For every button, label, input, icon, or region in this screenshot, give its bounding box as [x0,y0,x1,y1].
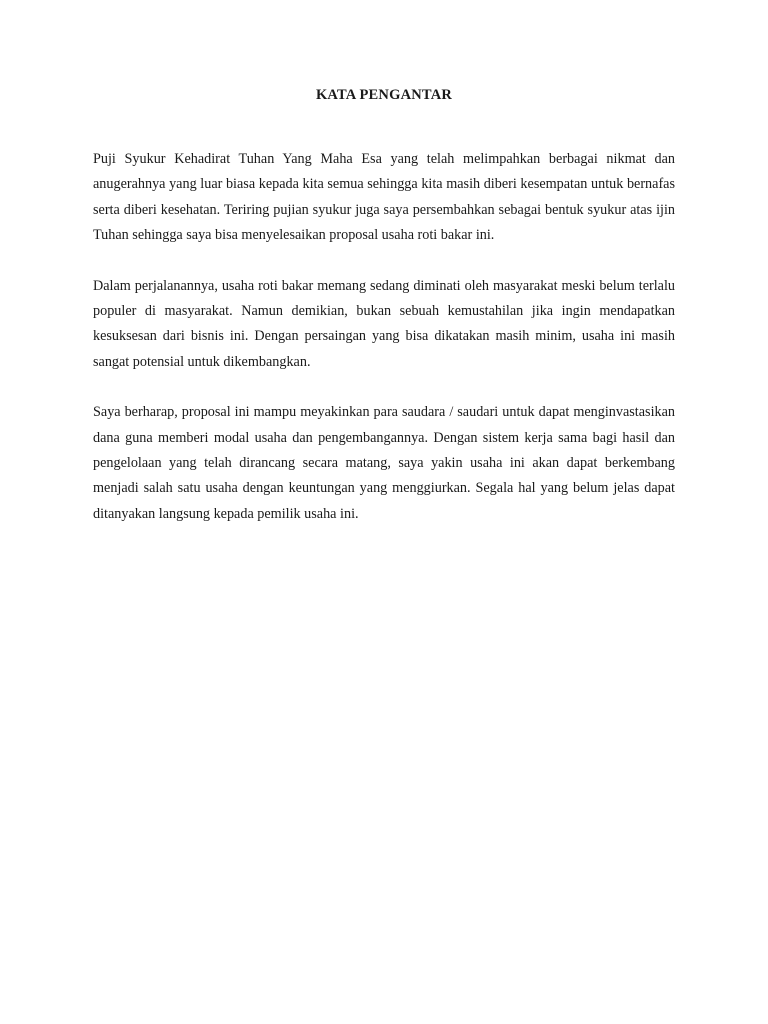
paragraph-2: Dalam perjalanannya, usaha roti bakar memang sedang diminati oleh masyarakat meski belum terlalu populer di masyarakat. Namun demikian, bukan sebuah kemustahilan jika ingin mendapatkan kesuksesan dari bisnis ini. Dengan persaingan yang bisa dikatakan masih minim, usaha ini masih sangat potensial untuk dikembangkan. [93,277,675,370]
page-title: KATA PENGANTAR [315,87,453,103]
paragraph-3: Saya berharap, proposal ini mampu meyakinkan para saudara / saudari untuk dapat menginvastasikan dana guna memberi modal usaha dan pengembangannya. Dengan sistem kerja sama bagi hasil dan pengelolaan yang telah dirancang secara matang, saya yakin usaha ini akan dapat berkembang menjadi salah satu usaha dengan keuntungan yang menggiurkan. Segala hal yang belum jelas dapat ditanyakan langsung kepada pemilik usaha ini. [93,404,675,522]
document-body [93,147,675,552]
paragraph-1: Puji Syukur Kehadirat Tuhan Yang Maha Esa yang telah melimpahkan berbagai nikmat dan anugerahnya yang luar biasa kepada kita semua sehingga kita masih diberi kesempatan untuk bernafas serta diberi kesehatan. Teriring pujian syukur juga saya persembahkan sebagai bentuk syukur atas ijin Tuhan sehingga saya bisa menyelesaikan proposal usaha roti bakar ini. [93,151,675,244]
